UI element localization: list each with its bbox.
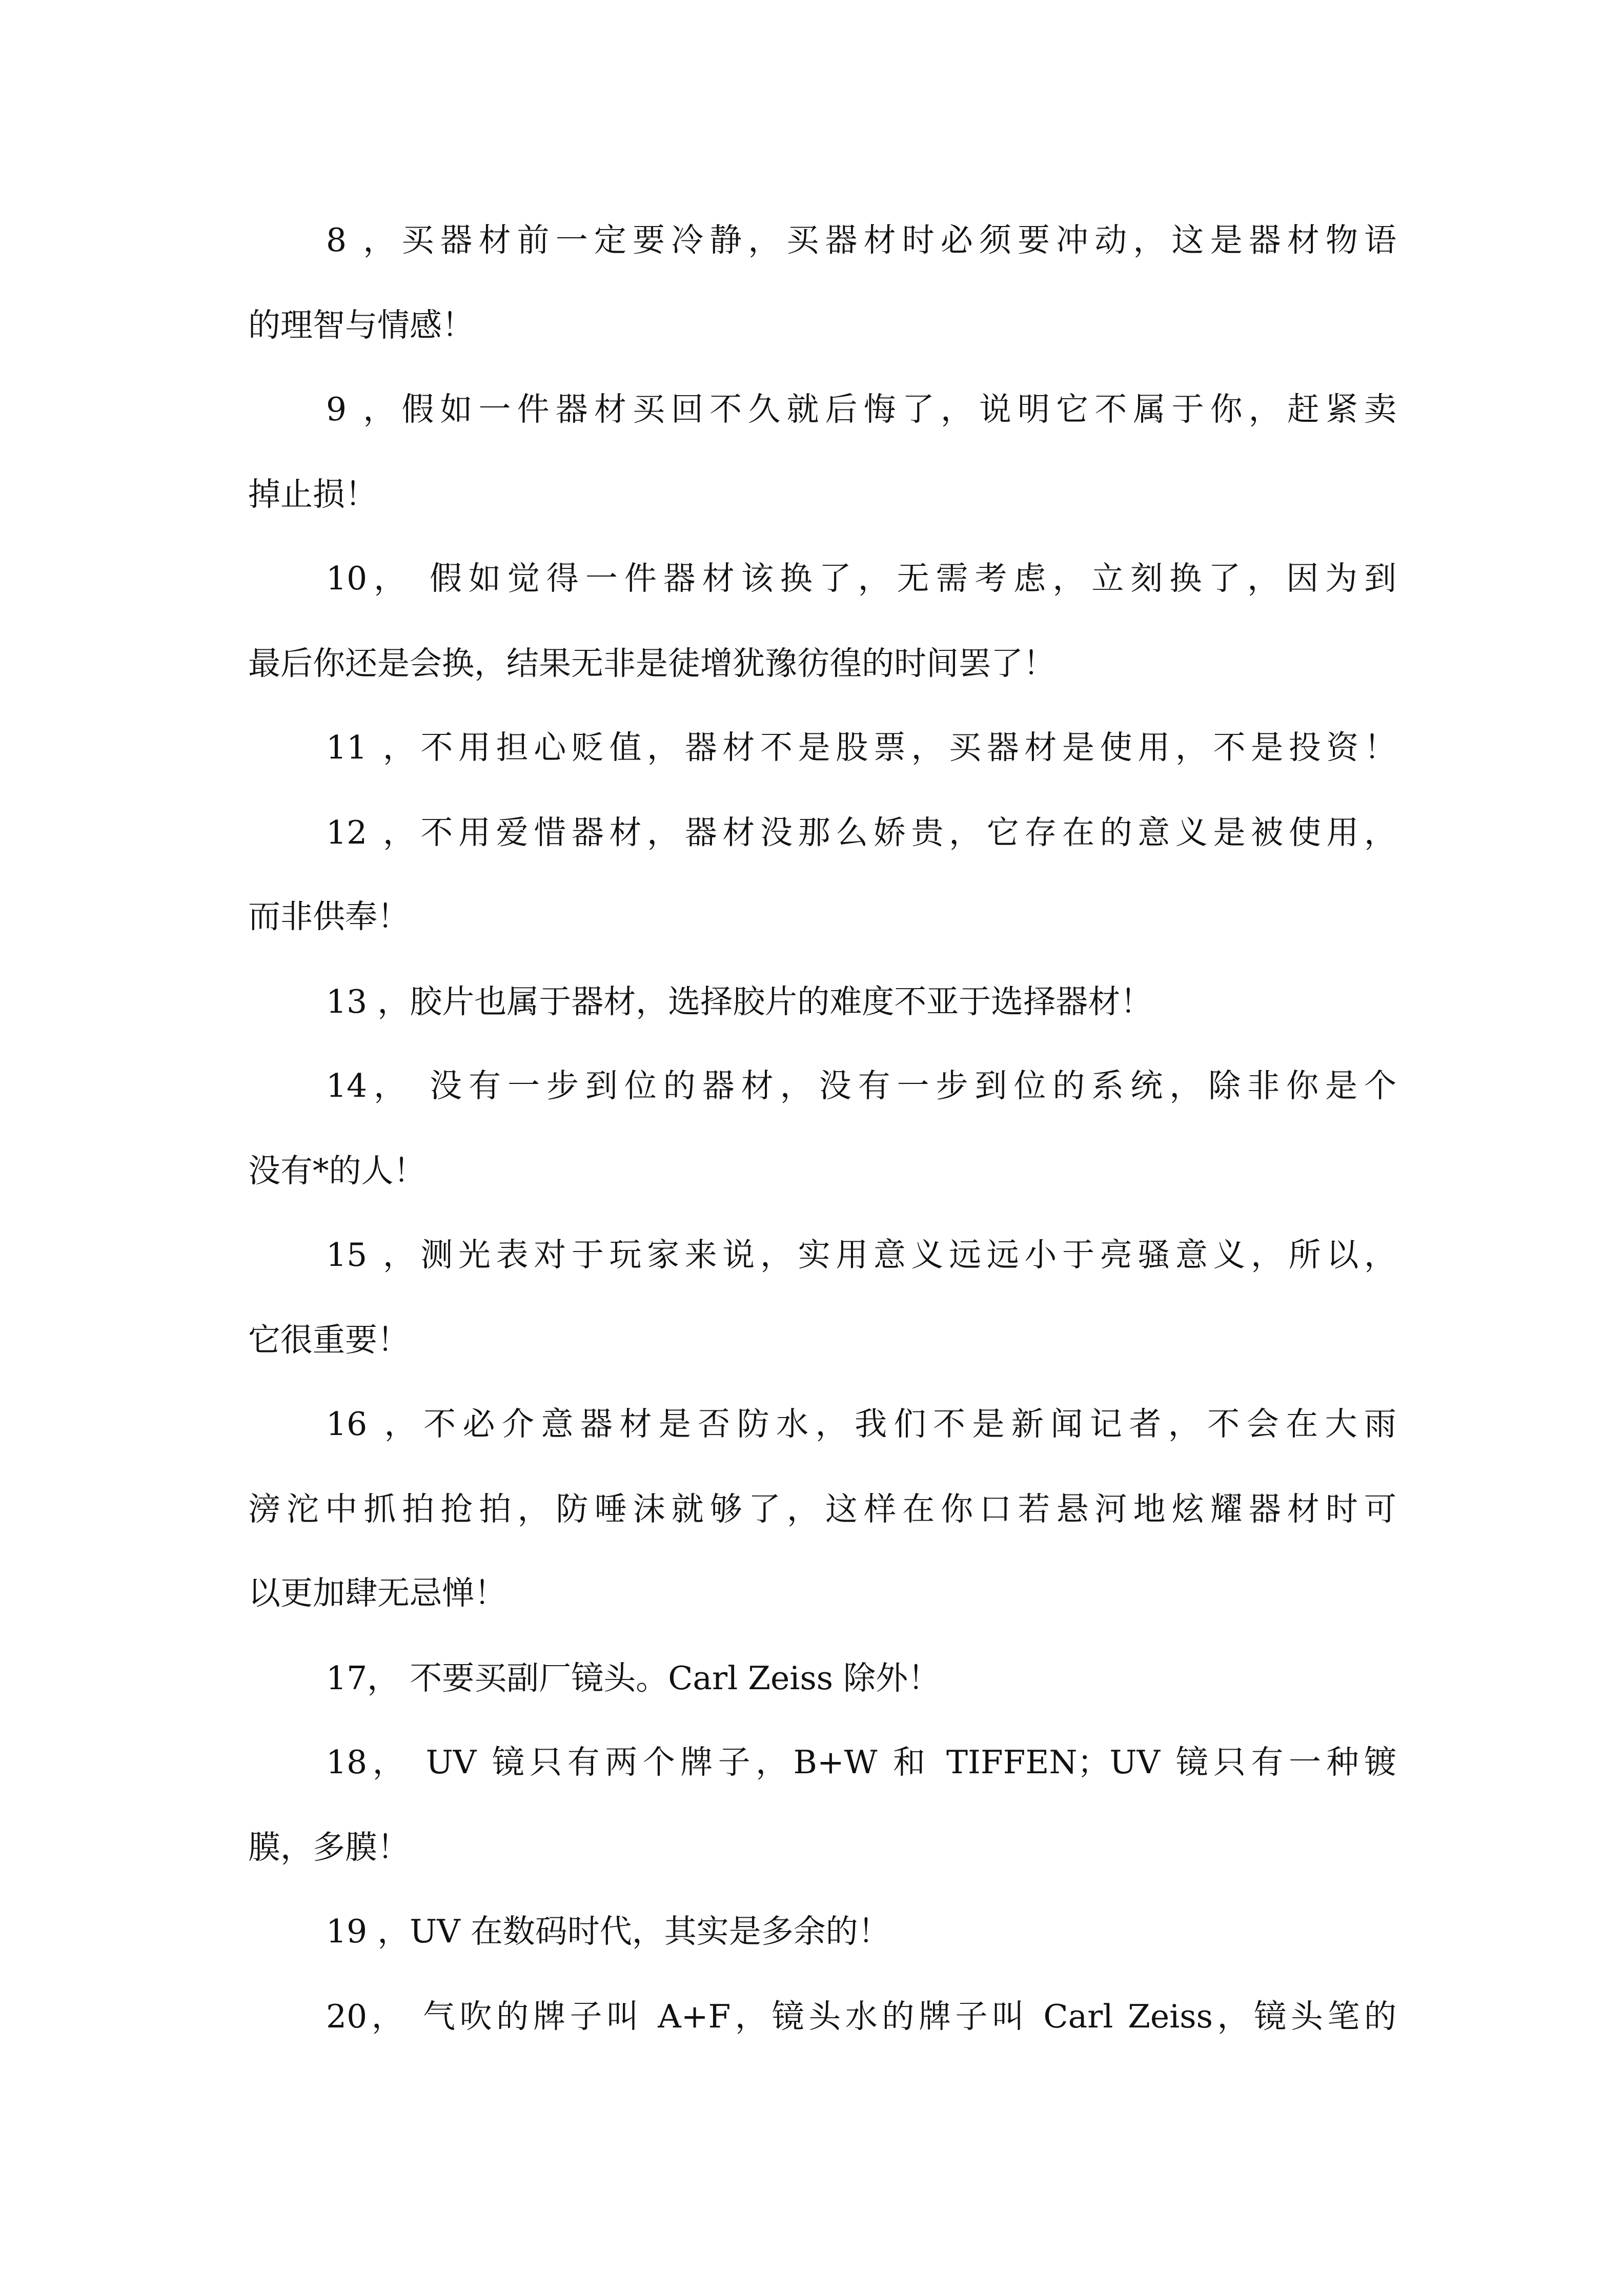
text-line: 19 ，UV 在数码时代，其实是多余的！ <box>326 1913 890 1950</box>
text-line: 膜，多膜！ <box>248 1829 410 1866</box>
text-line: 最后你还是会换，结果无非是徒增犹豫彷徨的时间罢了！ <box>248 645 1055 682</box>
text-line: 15 ，测光表对于玩家来说，实用意义远远小于亮骚意义，所以， <box>326 1236 1396 1274</box>
text-line: 的理智与情感！ <box>248 306 474 344</box>
text-line: 掉止损！ <box>248 476 377 513</box>
text-line: 12 ，不用爱惜器材，器材没那么娇贵，它存在的意义是被使用， <box>326 814 1396 851</box>
text-line: 它很重要！ <box>248 1321 410 1359</box>
text-line: 18， UV 镜只有两个牌子，B+W 和 TIFFEN；UV 镜只有一种镀 <box>326 1744 1396 1781</box>
text-line: 11 ，不用担心贬值，器材不是股票，买器材是使用，不是投资！ <box>326 729 1396 766</box>
text-line: 以更加肆无忌惮！ <box>248 1574 506 1612</box>
text-line: 滂沱中抓拍抢拍，防唾沫就够了，这样在你口若悬河地炫耀器材时可 <box>248 1490 1396 1528</box>
text-line: 16 ，不必介意器材是否防水，我们不是新闻记者，不会在大雨 <box>326 1405 1396 1443</box>
text-line: 8 ，买器材前一定要冷静，买器材时必须要冲动，这是器材物语 <box>326 221 1396 259</box>
text-line: 17， 不要买副厂镜头。Carl Zeiss 除外！ <box>326 1659 941 1697</box>
text-line: 14， 没有一步到位的器材，没有一步到位的系统，除非你是个 <box>326 1067 1396 1104</box>
text-line: 20， 气吹的牌子叫 A+F，镜头水的牌子叫 Carl Zeiss，镜头笔的 <box>326 1998 1396 2035</box>
text-line: 9 ，假如一件器材买回不久就后悔了，说明它不属于你，赶紧卖 <box>326 391 1396 428</box>
text-line: 10， 假如觉得一件器材该换了，无需考虑，立刻换了，因为到 <box>326 560 1396 597</box>
text-line: 而非供奉！ <box>248 898 410 935</box>
text-line: 没有*的人！ <box>248 1152 426 1190</box>
text-line: 13 ，胶片也属于器材，选择胶片的难度不亚于选择器材！ <box>326 983 1153 1020</box>
